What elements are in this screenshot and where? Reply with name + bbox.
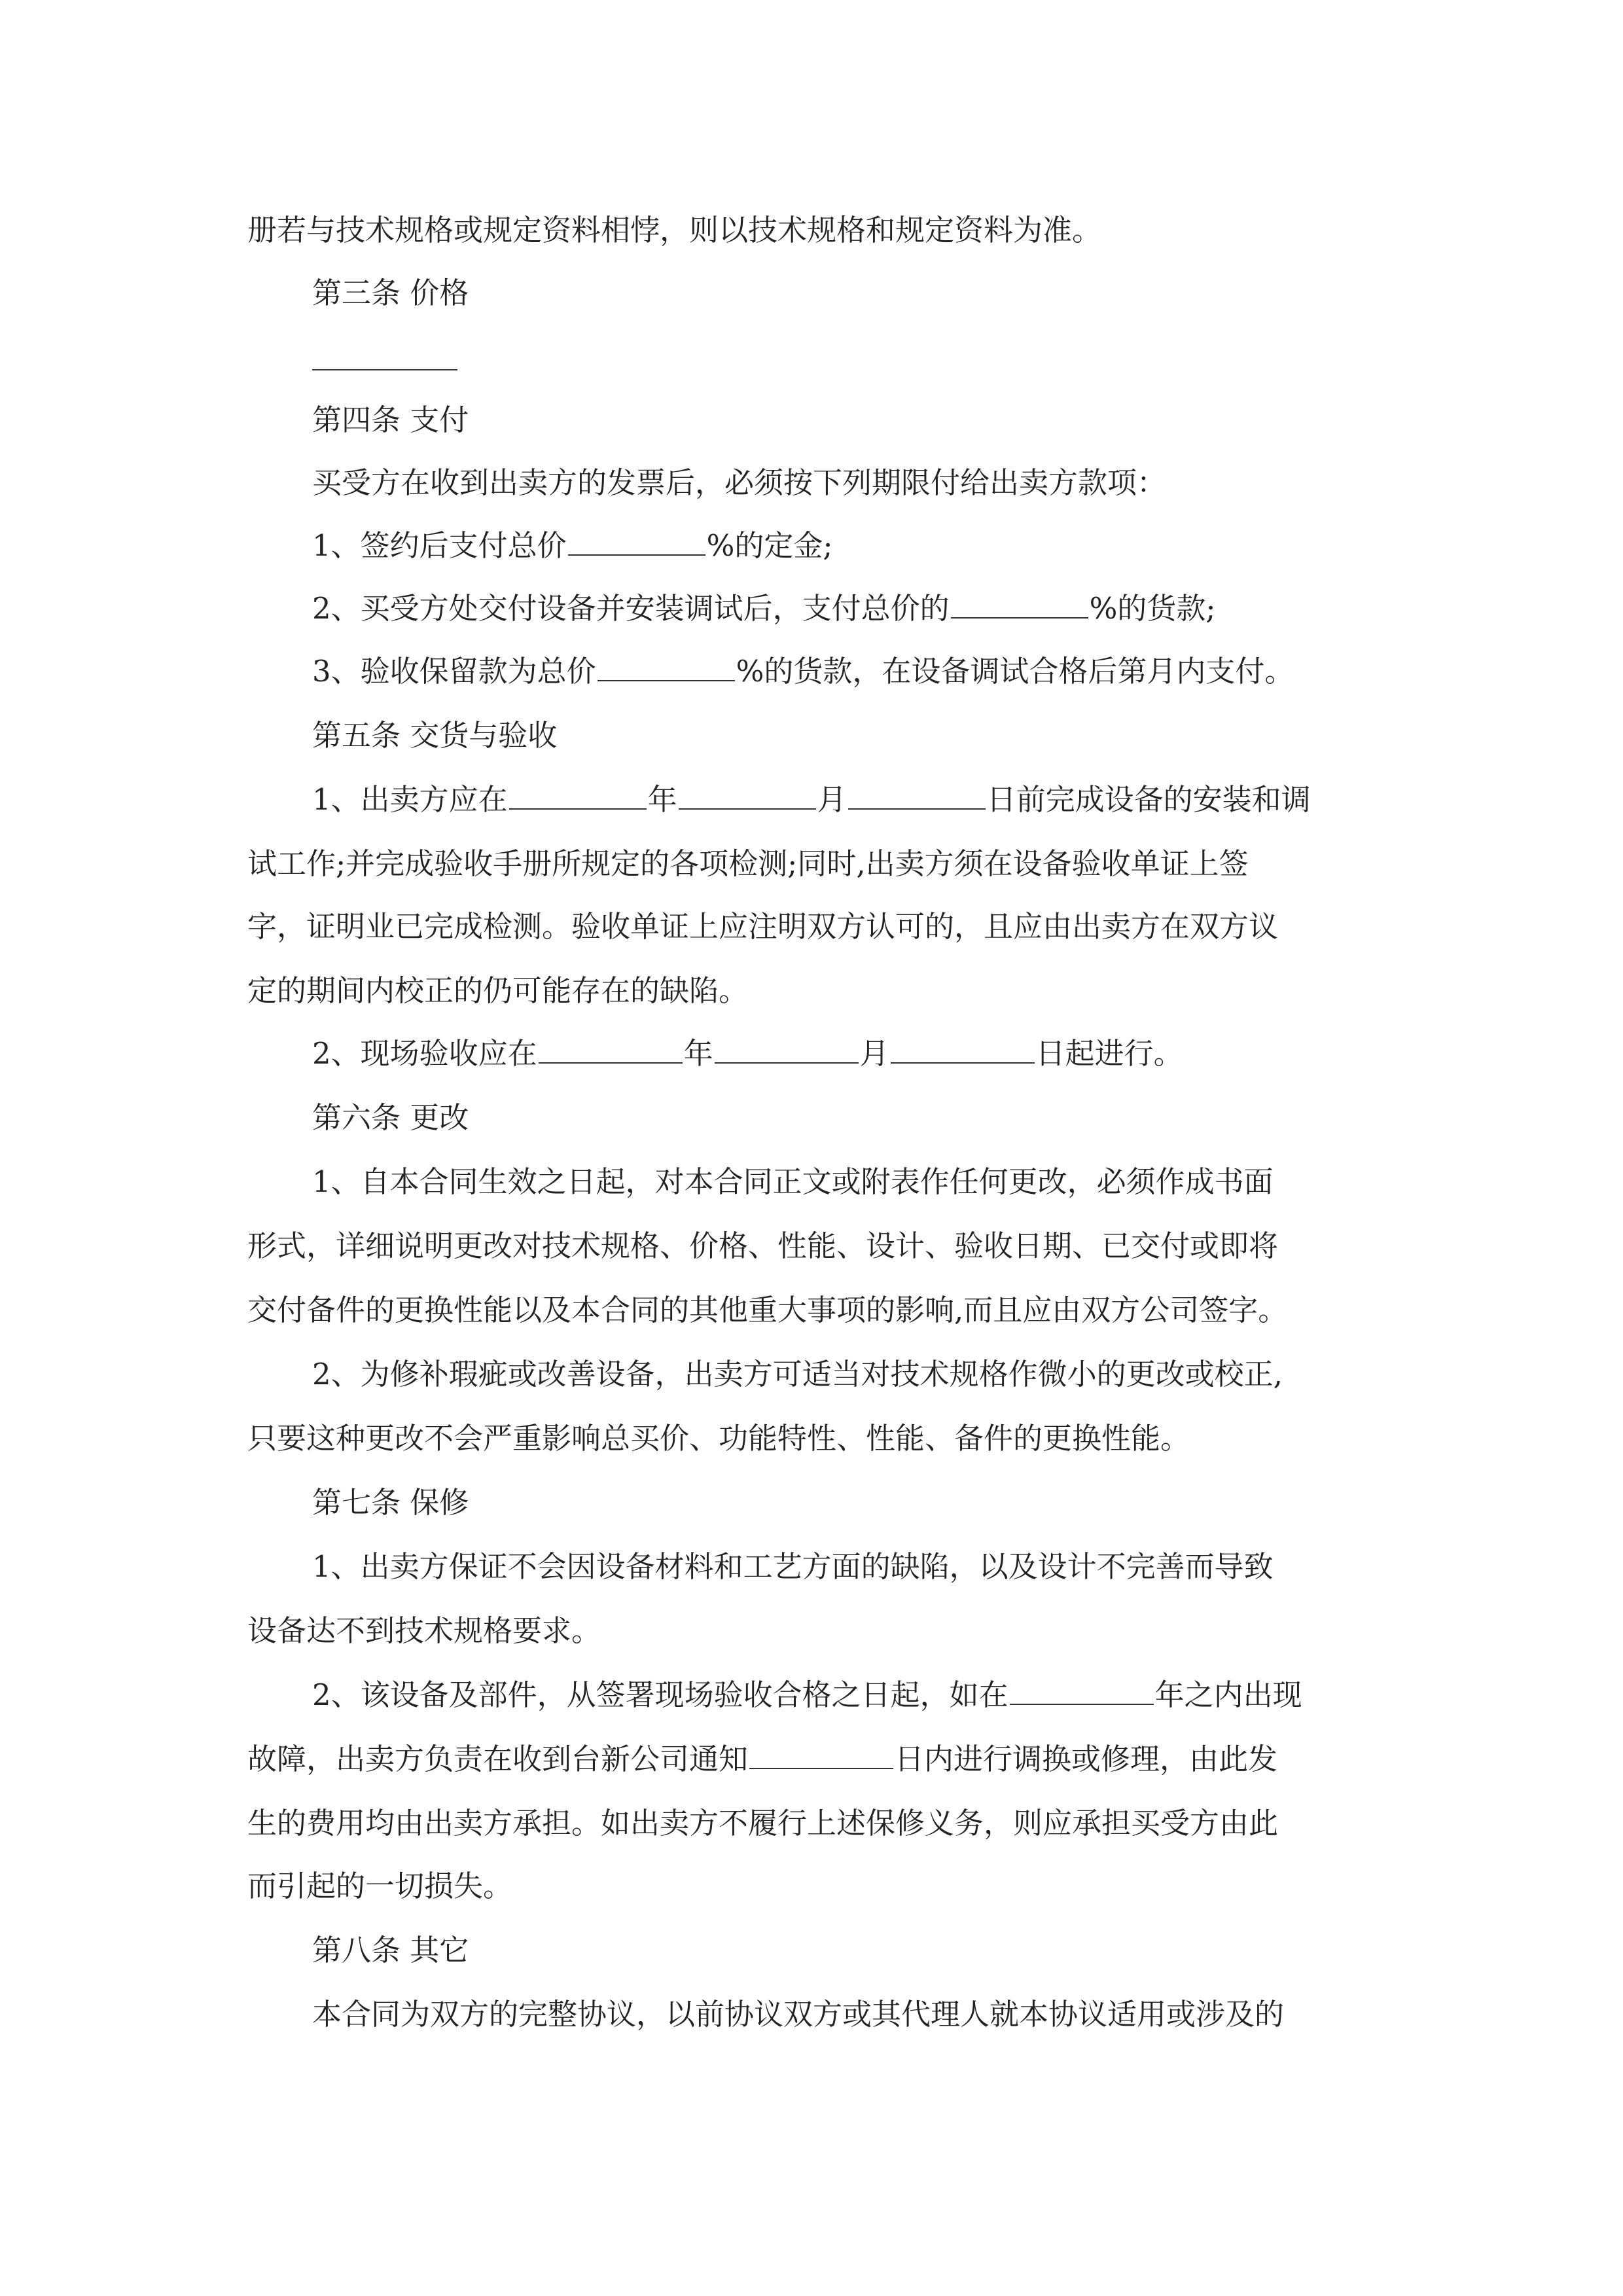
paragraph-line: 2、为修补瑕疵或改善设备，出卖方可适当对技术规格作微小的更改或校正,	[312, 1357, 1283, 1391]
repair-days-blank	[749, 1742, 893, 1769]
delivery-clause-text: 1、出卖方应在	[312, 782, 508, 817]
delivery-year-blank	[509, 782, 647, 810]
article-7-heading: 第七条 保修	[312, 1485, 469, 1520]
paragraph-line: 设备达不到技术规格要求。	[247, 1613, 601, 1648]
paragraph-line: 形式，详细说明更改对技术规格、价格、性能、设计、验收日期、已交付或即将	[247, 1229, 1279, 1263]
paragraph-line: 1、自本合同生效之日起，对本合同正文或附表作任何更改，必须作成书面	[312, 1164, 1274, 1199]
paragraph-line: 字，证明业已完成检测。验收单证上应注明双方认可的，且应由出卖方在双方议	[247, 909, 1279, 944]
paragraph-line: 买受方在收到出卖方的发票后，必须按下列期限付给出卖方款项：	[312, 465, 1167, 500]
article-4-heading: 第四条 支付	[312, 403, 469, 437]
article-3-heading: 第三条 价格	[312, 276, 469, 310]
month-label: 月	[817, 782, 847, 817]
price-blank-field	[312, 369, 457, 370]
paragraph-line: 而引起的一切损失。	[247, 1869, 513, 1903]
deposit-percent-blank	[568, 528, 705, 556]
payment-item-2	[312, 589, 1216, 628]
paragraph-line: 生的费用均由出卖方承担。如出卖方不履行上述保修义务，则应承担买受方由此	[247, 1806, 1279, 1840]
retention-percent-blank	[597, 654, 735, 681]
payment-item-3-text: 3、验收保留款为总价	[312, 654, 596, 689]
paragraph-line: 册若与技术规格或规定资料相悖，则以技术规格和规定资料为准。	[247, 213, 1102, 247]
inspection-clause-line	[312, 1034, 1183, 1073]
payment-item-1-suffix: %的定金;	[706, 528, 833, 563]
inspection-clause-suffix: 日起进行。	[1035, 1036, 1183, 1071]
payment-item-1-text: 1、签约后支付总价	[312, 528, 567, 563]
inspection-month-blank	[715, 1036, 859, 1064]
delivery-month-blank	[679, 782, 816, 810]
warranty-clause-text: 2、该设备及部件，从签署现场验收合格之日起，如在	[312, 1677, 1008, 1712]
payment-item-3	[312, 652, 1294, 691]
article-8-heading: 第八条 其它	[312, 1933, 469, 1967]
delivery-clause-suffix: 日前完成设备的安装和调	[986, 782, 1311, 817]
delivery-day-blank	[848, 782, 986, 810]
paragraph-line: 只要这种更改不会严重影响总买价、功能特性、性能、备件的更换性能。	[247, 1421, 1190, 1456]
paragraph-line: 交付备件的更换性能以及本合同的其他重大事项的影响,而且应由双方公司签字。	[247, 1293, 1288, 1327]
inspection-day-blank	[891, 1036, 1035, 1064]
delivery-clause-line	[312, 780, 1311, 819]
month-label: 月	[859, 1036, 889, 1071]
article-6-heading: 第六条 更改	[312, 1100, 469, 1135]
payment-item-1	[312, 526, 833, 565]
paragraph-line: 本合同为双方的完整协议，以前协议双方或其代理人就本协议适用或涉及的	[312, 1997, 1285, 2032]
payment-item-2-suffix: %的货款;	[1089, 591, 1216, 626]
paragraph-line: 1、出卖方保证不会因设备材料和工艺方面的缺陷，以及设计不完善而导致	[312, 1549, 1274, 1584]
year-label: 年	[683, 1036, 713, 1071]
paragraph-line: 定的期间内校正的仍可能存在的缺陷。	[247, 973, 749, 1008]
year-label: 年	[647, 782, 677, 817]
payment-item-2-text: 2、买受方处交付设备并安装调试后，支付总价的	[312, 591, 950, 626]
warranty-clause-suffix: 年之内出现	[1154, 1677, 1302, 1712]
inspection-clause-text: 2、现场验收应在	[312, 1036, 537, 1071]
article-5-heading: 第五条 交货与验收	[312, 718, 558, 753]
warranty-clause-line	[312, 1676, 1302, 1715]
payment-item-3-suffix: %的货款，在设备调试合格后第月内支付。	[736, 654, 1294, 689]
inspection-year-blank	[539, 1036, 683, 1064]
paragraph-line: 试工作;并完成验收手册所规定的各项检测;同时,出卖方须在设备验收单证上签	[247, 846, 1249, 881]
warranty-notice-line	[247, 1740, 1277, 1779]
warranty-notice-suffix: 日内进行调换或修理，由此发	[895, 1742, 1278, 1776]
payment-percent-blank	[951, 591, 1088, 619]
warranty-years-blank	[1010, 1677, 1154, 1705]
warranty-notice-text: 故障，出卖方负责在收到台新公司通知	[247, 1742, 749, 1776]
